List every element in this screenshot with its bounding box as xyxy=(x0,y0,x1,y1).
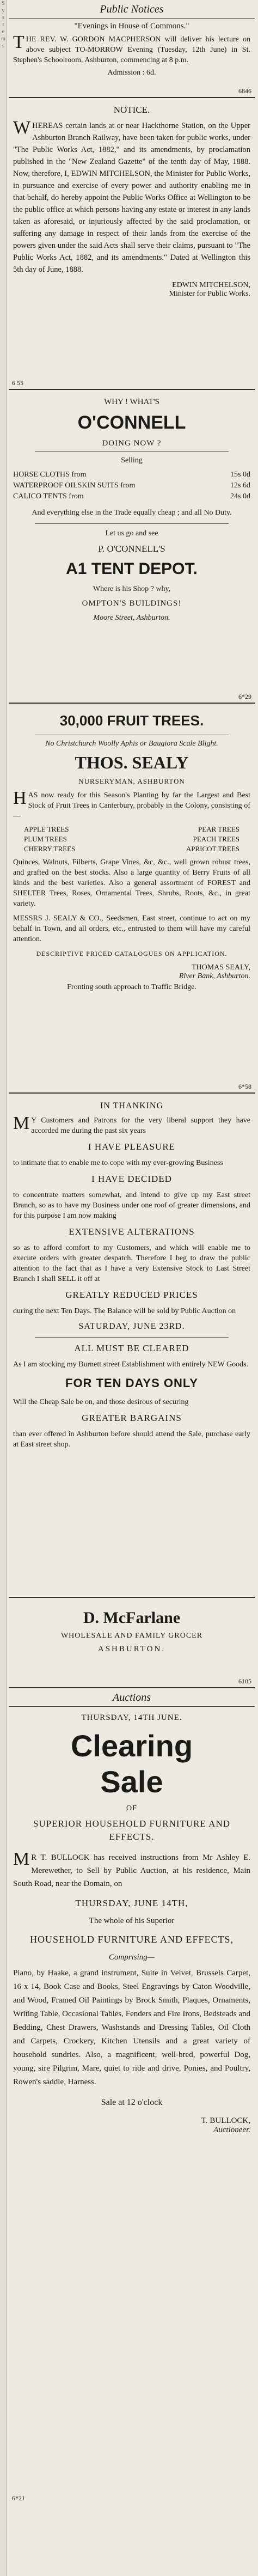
strip-letter: t xyxy=(2,22,4,28)
sealy-sign: THOMAS SEALY, xyxy=(191,963,250,972)
fruit-trees-headline: 30,000 FRUIT TREES. xyxy=(59,712,204,729)
sale-day: THURSDAY, JUNE 14TH, xyxy=(75,1898,188,1908)
sale-auctioneer: T. BULLOCK, xyxy=(201,2116,250,2125)
thanks-auction-date: SATURDAY, JUNE 23RD. xyxy=(78,1322,185,1331)
tree-row: PLUM TREES PEACH TREES xyxy=(24,835,239,843)
thanks-body8: than ever offered in Ashburton before should attend the Sale, purchase early at East street shop. xyxy=(13,1430,250,1449)
sale-date: THURSDAY, 14TH JUNE. xyxy=(81,1713,182,1722)
sale-body: MR T. BULLOCK has received instructions from Mr Ashley E. Merewether, to Sell by Public Auction, at his residence, Main South Road, near the Domain, on xyxy=(13,1849,250,1888)
ad-code: 6*29 xyxy=(238,693,251,700)
mcfarlane-name: D. McFarlane xyxy=(83,1609,181,1627)
strip-letter: m xyxy=(1,36,5,42)
strip-letter: e xyxy=(2,29,5,35)
tree-row: CHERRY TREES APRICOT TREES xyxy=(24,845,239,853)
sealy-agents: MESSRS J. SEALY & CO., Seedsmen, East street, continue to act on my behalf in Town, and all orders, etc., entrusted to them will have my careful attention. xyxy=(13,914,250,943)
left-margin-strip xyxy=(0,0,7,2576)
thanks-body7: Will the Cheap Sale be on, and those desirous of securing xyxy=(13,1398,189,1406)
thanks-pleasure: I HAVE PLEASURE xyxy=(88,1142,176,1152)
lecture-title: "Evenings in House of Commons." xyxy=(74,22,189,30)
notice-body: WHEREAS certain lands at or near Hackthorne Station, on the Upper Ashburton Branch Railway, have been taken for public works, under "The Public Works Act, 1882," and its amendments, by proclamation published in the "New Zealand Gazette" of the tenth day of May, 1888. Now, therefore, I, EDWIN MITCHELSON, the Minister for Public Works, in pursuance and exercise of every power and authority enabling me in that behalf, do hereby appoint the Public Works Office at Wellington to be the public office at which persons having any estate or interest in any lands taken as aforesaid, or injuriously affected by the said proclamation, or suffering any damage in respect of their lands from the exercise of the powers given under the said Acts shall serve their claims, pursuant to "The Public Works Act, 1882, and its amendments." Dated at Wellington this 5th day of June, 1888. xyxy=(13,118,250,274)
lecture-body: THE REV. W. GORDON MACPHERSON will deliver his lecture on above subject TO-MORROW Evening (Tuesday, 12th June) in St. Stephen's Schoolroom, Ashburton, commencing at 8 p.m. xyxy=(13,32,250,64)
clearing-sale-advert xyxy=(9,1707,255,2504)
thanks-body4: so as to afford comfort to my Customers, and which will enable me to execute orders with greater despatch. Therefore I beg to draw the public attention to the fact that as I have a very Extensive Stock to Last Street Branch I shall SELL it off at xyxy=(13,1244,250,1283)
lecture-admission: Admission : 6d. xyxy=(107,69,156,77)
sealy-nursery: NURSERYMAN, ASHBURTON xyxy=(78,777,185,785)
thanks-body2: to intimate that to enable me to cope with my ever-growing Business xyxy=(13,1159,223,1167)
thanks-extensive: EXTENSIVE ALTERATIONS xyxy=(69,1226,195,1237)
mcfarlane-trade: WHOLESALE AND FAMILY GROCER xyxy=(60,1632,203,1640)
thanks-body: MY Customers and Patrons for the very liberal support they have accorded me during the past six years xyxy=(13,1113,250,1135)
ad-code: 6846 xyxy=(238,87,251,95)
section-heading-public-notices: Public Notices xyxy=(9,0,255,19)
sealy-advert xyxy=(9,704,255,1094)
oconnell-street: Moore Street, Ashburton. xyxy=(93,614,170,622)
sale-of: OF xyxy=(126,1804,137,1812)
mcfarlane-advert xyxy=(9,1598,255,1688)
ad-code: 6*21 xyxy=(12,2494,25,2502)
oconnell-selling: Selling xyxy=(121,456,143,465)
notice-minister-title: Minister for Public Works. xyxy=(169,290,250,298)
thanks-advert xyxy=(9,1094,255,1598)
ad-code: 6105 xyxy=(238,1677,251,1685)
section-heading-auctions: Auctions xyxy=(9,1688,255,1707)
sale-sub: SUPERIOR HOUSEHOLD FURNITURE AND EFFECTS. xyxy=(33,1818,231,1842)
oconnell-advert xyxy=(9,390,255,704)
sealy-sub: No Christchurch Woolly Aphis or Baugiora Scale Blight. xyxy=(45,740,218,748)
thanks-cleared: ALL MUST BE CLEARED xyxy=(74,1343,189,1353)
thanks-reduced: GREATLY REDUCED PRICES xyxy=(65,1290,198,1300)
ad-code: 6 55 xyxy=(12,379,23,387)
thanks-heading: IN THANKING xyxy=(100,1101,164,1110)
oconnell-name: O'CONNELL xyxy=(77,412,186,433)
sealy-place: River Bank, Ashburton. xyxy=(179,972,250,980)
notice-heading: NOTICE. xyxy=(113,105,150,115)
sale-auctioneer-title: Auctioneer. xyxy=(213,2126,250,2134)
sale-comprising: Comprising— xyxy=(108,1953,155,1962)
public-works-notice xyxy=(9,98,255,390)
sealy-frontage: Fronting south approach to Traffic Bridge. xyxy=(67,983,196,991)
thanks-body6: As I am stocking my Burnett street Establishment with entirely NEW Goods. xyxy=(13,1360,249,1369)
newspaper-column xyxy=(9,0,255,2504)
sale-goods: HOUSEHOLD FURNITURE AND EFFECTS, xyxy=(29,1934,234,1945)
notice-signature: EDWIN MITCHELSON, xyxy=(172,281,250,289)
oconnell-note: And everything else in the Trade equally cheap ; and all No Duty. xyxy=(32,509,232,517)
oconnell-why: WHY ! WHAT'S xyxy=(104,398,159,406)
sealy-body2: Quinces, Walnuts, Filberts, Grape Vines, &c, &c., well grown robust trees, and grafted on the best stocks. Also a large quantity of Berry Fruits of all kinds and the best varieties. Also a general assortment of FOREST and SHELTER Trees, Roses, Ornamental Trees, Shrubs, Roots, &c., in great variety. xyxy=(13,858,250,908)
oconnell-doing: DOING NOW ? xyxy=(102,439,162,448)
price-row: HORSE CLOTHS from 15s 0d xyxy=(13,471,250,479)
thanks-body5: during the next Ten Days. The Balance will be sold by Public Auction on xyxy=(13,1307,236,1315)
sale-body3: Piano, by Haake, a grand instrument, Suite in Velvet, Brussels Carpet, 16 x 14, Book Case and Books, Steel Engravings by Caton Woodville, and Wood, Framed Oil Paintings by Brock Smith, Plaques, Ornaments, Writing Table, Occasional Tables, Fenders and Fire Irons, Bedsteads and Bedding, Chest Drawers, Washstands and Dressing Tables, Oil Cloth and Carpets, Crockery, Kitchen Utensils and a great variety of household sundries. Also, a magnificent, well-bred, powerful Dog, young, sire Pilgrim, Mare, quiet to ride and drive, Ponies, and Poultry, Rowen's saddle, Harness. xyxy=(13,1969,250,2086)
sale-body2: The whole of his Superior xyxy=(89,1916,175,1925)
tent-depot-heading: A1 TENT DEPOT. xyxy=(66,560,198,578)
sealy-catalogue: DESCRIPTIVE PRICED CATALOGUES ON APPLICATION. xyxy=(36,950,228,957)
sale-headline-1: Clearing xyxy=(70,1729,193,1763)
price-row: CALICO TENTS from 24s 0d xyxy=(13,492,250,500)
thanks-ten-days: FOR TEN DAYS ONLY xyxy=(65,1376,198,1390)
mcfarlane-place: ASHBURTON. xyxy=(97,1645,166,1653)
oconnell-where: Where is his Shop ? why, xyxy=(93,585,171,593)
strip-letter: s xyxy=(2,43,4,49)
ad-code: 6*58 xyxy=(238,1083,251,1090)
sale-headline-2: Sale xyxy=(100,1765,163,1799)
oconnell-go-see: Let us go and see xyxy=(105,529,158,538)
thanks-bargains: GREATER BARGAINS xyxy=(82,1413,182,1423)
strip-letter: s xyxy=(2,15,4,21)
thanks-body3: to concentrate matters somewhat, and intend to give up my East street Branch, so as to have my Business under one roof of greater dimensions, and for this purpose I am now making xyxy=(13,1191,250,1220)
thanks-decided: I HAVE DECIDED xyxy=(91,1174,172,1184)
oconnell-buildings: OMPTON'S BUILDINGS! xyxy=(82,599,182,608)
sealy-name: THOS. SEALY xyxy=(75,753,189,772)
tree-row: APPLE TREES PEAR TREES xyxy=(24,825,239,833)
lecture-notice xyxy=(9,19,255,98)
sealy-body: HAS now ready for this Season's Planting by far the Largest and Best Stock of Fruit Trees in Canterbury, probably in the Colony, consisting of— xyxy=(13,788,250,820)
strip-letter: S xyxy=(2,1,5,7)
oconnell-owner: P. O'CONNELL'S xyxy=(98,544,165,554)
sale-time: Sale at 12 o'clock xyxy=(101,2098,163,2107)
price-row: WATERPROOF OILSKIN SUITS from 12s 6d xyxy=(13,481,250,490)
strip-letter: y xyxy=(2,8,5,14)
